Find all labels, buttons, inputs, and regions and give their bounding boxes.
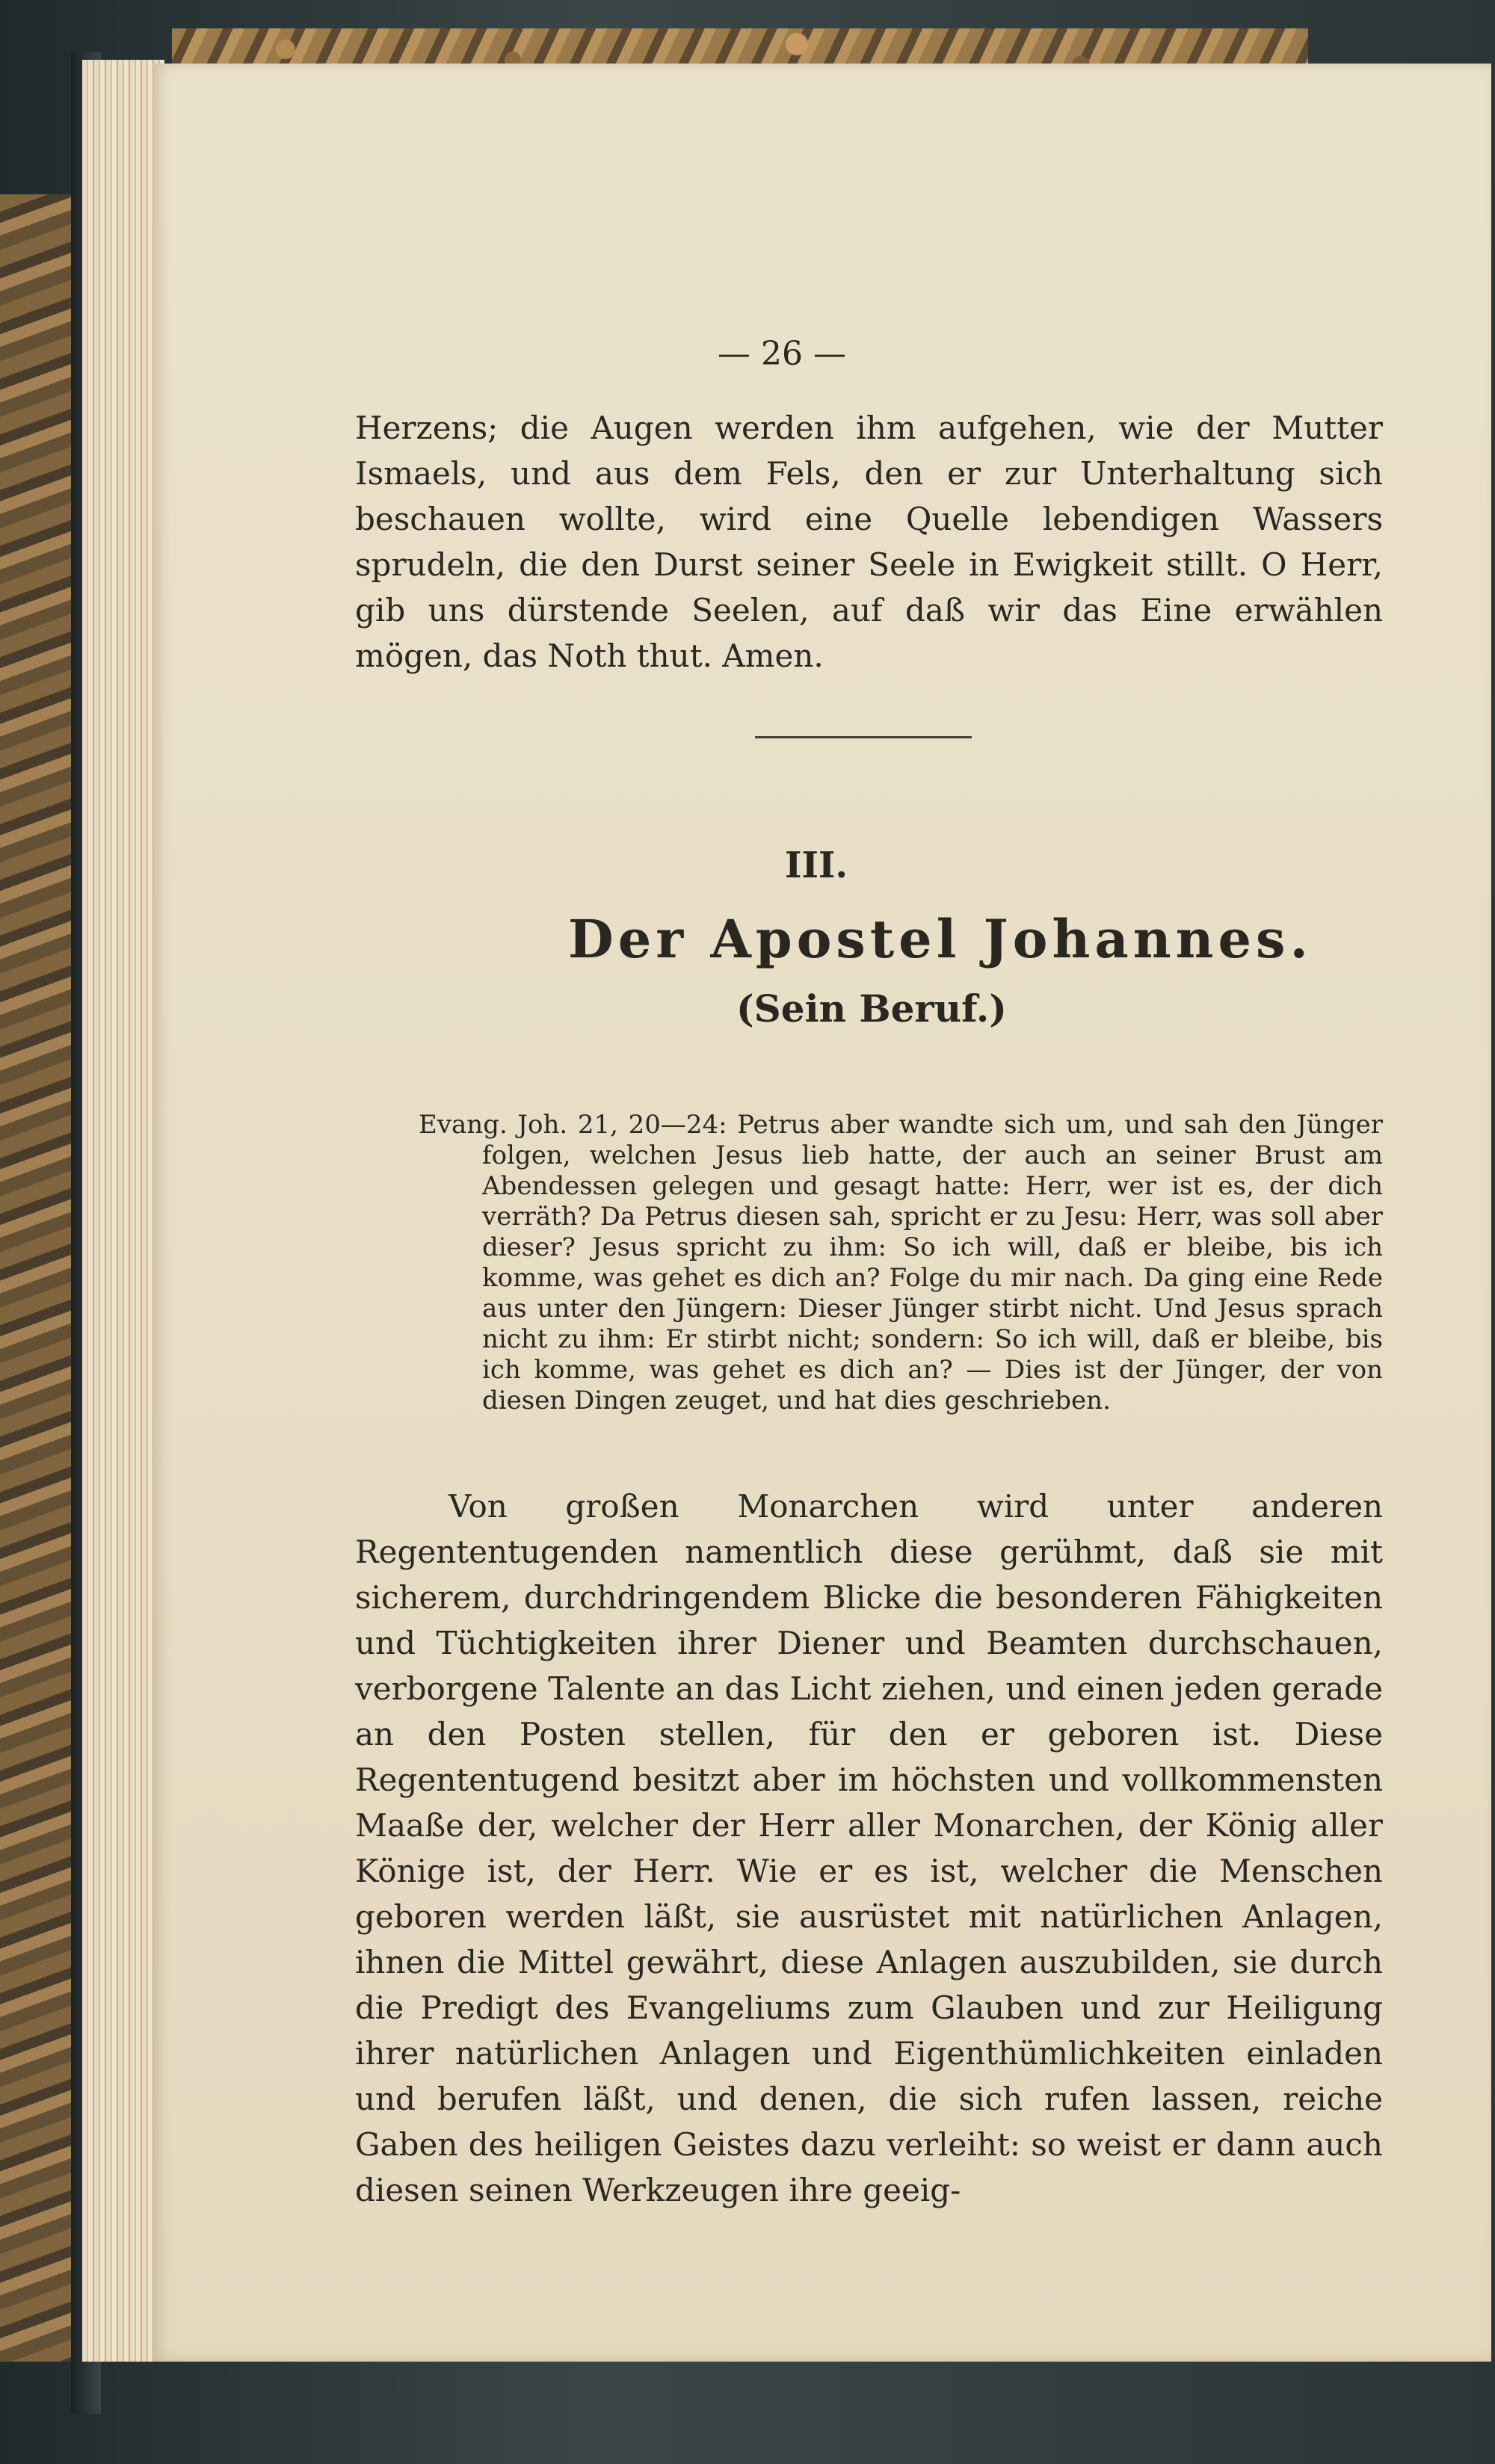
chapter-title: Der Apostel Johannes. (568, 908, 1313, 970)
page-stack-edges (82, 60, 164, 2362)
section-divider (755, 736, 972, 738)
marbled-cover-left (0, 194, 71, 2362)
scripture-quote: Evang. Joh. 21, 20—24: Petrus aber wandte sich um, und sah den Jünger folgen, welchen Jesus lieb hatte, der auch an seiner Brust am Abendessen gelegen und gesagt hatte: Herr, wer ist es, der dich verräth? Da Petrus diesen sah, spricht er zu Jesu: Herr, was soll aber dieser? Jesus spricht zu ihm: So ich will, daß er bleibe, bis ich komme, was gehet es dich an? Folge du mir nach. Da ging eine Rede aus unter den Jüngern: Dieser Jünger stirbt nicht. Und Jesus sprach nicht zu ihm: Er stirbt nicht; sondern: So ich will, daß er bleibe, bis ich komme, was gehet es dich an? — Dies ist der Jünger, der von diesen Dingen zeuget, und hat dies geschrieben. (419, 1110, 1383, 1415)
page-number: — 26 — (718, 335, 846, 373)
paragraph-main: Von großen Monarchen wird unter anderen Regententugenden namentlich diese gerühmt, daß sie mit sicherem, durchdringendem Blicke die besonderen Fähigkeiten und Tüchtigkeiten ihrer Diener und Beamten durchschauen, verborgene Talente an das Licht ziehen, und einen jeden gerade an den Posten stellen, für den er geboren ist. Diese Regententugend besitzt aber im höchsten und vollkommensten Maaße der, welcher der Herr aller Monarchen, der König aller Könige ist, der Herr. Wie er es ist, welcher die Menschen geboren werden läßt, sie ausrüstet mit natürlichen Anlagen, ihnen die Mittel gewährt, diese Anlagen auszubilden, sie durch die Predigt des Evangeliums zum Glauben und zur Heiligung ihrer natürlichen Anlagen und Eigenthümlichkeiten einladen und berufen läßt, und denen, die sich rufen lassen, reiche Gaben des heiligen Geistes dazu verleiht: so weist er dann auch diesen seinen Werkzeugen ihre geeig- (355, 1488, 1383, 2208)
paragraph-continued: Herzens; die Augen werden ihm aufgehen, wie der Mutter Ismaels, und aus dem Fels, den er zur Unterhaltung sich beschauen wollte, wird eine Quelle lebendigen Wassers sprudeln, die den Durst seiner Seele in Ewigkeit stillt. O Herr, gib uns dürstende Seelen, auf daß wir das Eine erwählen mögen, das Noth thut. Amen. (355, 410, 1383, 674)
chapter-subtitle: (Sein Beruf.) (736, 986, 1007, 1031)
chapter-number: III. (785, 845, 848, 886)
